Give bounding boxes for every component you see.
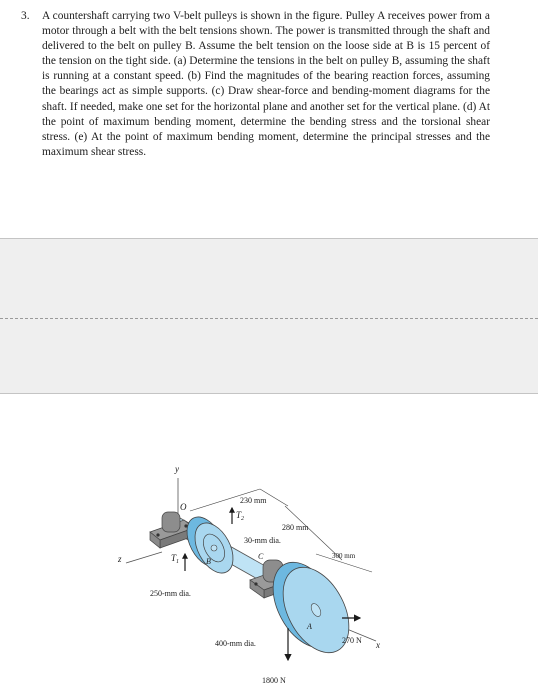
dim-300-label: 300 mm xyxy=(332,552,356,560)
problem-text: A countershaft carrying two V-belt pulleys is shown in the figure. Pulley A receives power from a motor through a belt with the belt tensions shown. The power is transmitted through the shaft and delivered to the belt on pulley B. Assume the belt tension on the loose side at B is 15 percent of the tension on the tight side. (a) Determine the tensions in the belt on pulley B, assuming the shaft is running at a constant speed. (b) Find the magnitudes of the bearing reaction forces, assuming the bearings act as simple supports. (c) Draw shear-force and bending-moment diagrams for the shaft. If needed, make one set for the horizontal plane and another set for the vertical plane. (d) At the point of maximum bending moment, determine the bending stress and the torsional shear stress. (e) At the point of maximum bending moment, determine the principal stresses and the maximum shear stress. xyxy=(42,10,490,158)
x-axis-label: x xyxy=(376,640,380,650)
countershaft-diagram xyxy=(110,460,400,695)
pulley-a-label: A xyxy=(307,622,312,631)
pulley-a-dia-label: 400-mm dia. xyxy=(215,639,256,648)
z-axis-label: z xyxy=(118,554,122,564)
dim-230-label: 230 mm xyxy=(240,496,267,505)
answer-area xyxy=(0,238,538,394)
force-1800-label: 1800 N xyxy=(262,676,286,685)
countershaft-figure xyxy=(110,460,400,695)
z-axis xyxy=(126,552,162,563)
problem-statement xyxy=(21,9,490,160)
problem-number: 3. xyxy=(21,10,30,22)
point-o-label: O xyxy=(180,502,187,512)
t2-label: $T_2$ xyxy=(236,510,245,522)
pulley-b-dia-label: 250-mm dia. xyxy=(150,589,191,598)
y-axis-label: y xyxy=(175,464,179,474)
shaft-dia-label: 30-mm dia. xyxy=(244,536,281,545)
t1-label: $T_1$ xyxy=(171,553,180,565)
dashed-separator xyxy=(0,318,538,319)
force-270-label: 270 N xyxy=(342,636,362,645)
point-c-label: C xyxy=(258,552,264,561)
dim-280-label: 280 mm xyxy=(282,523,309,532)
pulley-b-label: B xyxy=(206,557,211,566)
